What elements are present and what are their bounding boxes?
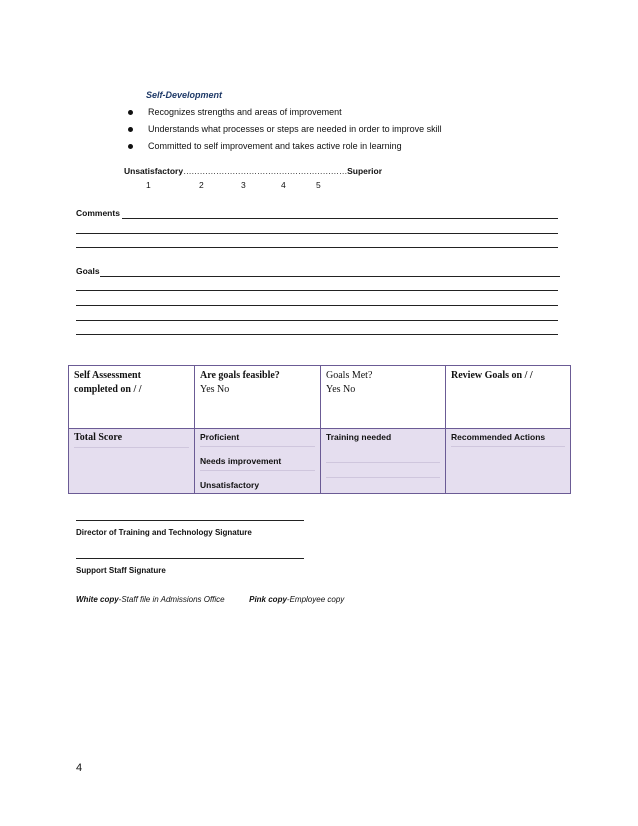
comments-line[interactable] [76,233,558,234]
pink-copy-text: -Employee copy [286,595,345,604]
review-goals-cell[interactable]: Review Goals on / / [446,366,571,429]
white-copy-label: White copy [76,595,119,604]
cell-divider [200,446,315,447]
cell-divider [451,446,565,447]
goals-line[interactable] [76,320,558,321]
goals-line[interactable] [76,290,558,291]
cell-divider [326,477,440,478]
scale-high-label: Superior [347,166,383,176]
comments-label: Comments [76,208,120,218]
rating-unsatisfactory[interactable]: Unsatisfactory [200,480,260,490]
goals-line[interactable] [76,305,558,306]
pink-copy-label: Pink copy [249,595,287,604]
scale-number[interactable]: 1 [146,180,151,190]
training-needed-cell[interactable]: Training needed [321,429,446,494]
goals-met-cell[interactable]: Goals Met? Yes No [321,366,446,429]
rating-scale [124,166,382,176]
self-assessment-cell[interactable]: Self Assessment completed on / / [69,366,195,429]
cell-divider [74,447,189,448]
comments-line[interactable] [76,247,558,248]
goals-line[interactable] [100,276,560,277]
support-signature-label: Support Staff Signature [76,566,166,575]
support-signature-line[interactable] [76,558,304,559]
cell-divider [200,470,315,471]
cell-divider [326,462,440,463]
goals-feasible-cell[interactable]: Are goals feasible? Yes No [195,366,321,429]
criteria-item: Understands what processes or steps are needed in order to improve skill [128,121,442,138]
table-row [69,429,571,494]
rating-needs-improvement[interactable]: Needs improvement [200,456,282,466]
criteria-item: Committed to self improvement and takes active role in learning [128,138,442,155]
copy-distribution [76,595,344,604]
criteria-item: Recognizes strengths and areas of improvement [128,104,442,121]
director-signature-label: Director of Training and Technology Signature [76,528,252,537]
bullet-icon [128,127,133,132]
comments-line[interactable] [122,218,558,219]
assessment-table [68,365,571,494]
page-number: 4 [76,762,83,774]
scale-number[interactable]: 5 [316,180,321,190]
scale-dots: …………………………………………………… [183,166,348,176]
white-copy-text: -Staff file in Admissions Office [118,595,225,604]
scale-number[interactable]: 2 [199,180,204,190]
scale-number[interactable]: 4 [281,180,286,190]
criteria-list [128,104,442,155]
rating-proficient[interactable]: Proficient [200,432,240,442]
director-signature-line[interactable] [76,520,304,521]
scale-number[interactable]: 3 [241,180,246,190]
goals-line[interactable] [76,334,558,335]
recommended-actions-cell[interactable]: Recommended Actions [446,429,571,494]
bullet-icon [128,110,133,115]
section-title: Self-Development [146,90,223,100]
scale-low-label: Unsatisfactory [124,166,184,176]
bullet-icon [128,144,133,149]
rating-cell[interactable] [195,429,321,494]
table-row [69,366,571,429]
goals-label: Goals [76,266,100,276]
total-score-cell[interactable]: Total Score [69,429,195,494]
